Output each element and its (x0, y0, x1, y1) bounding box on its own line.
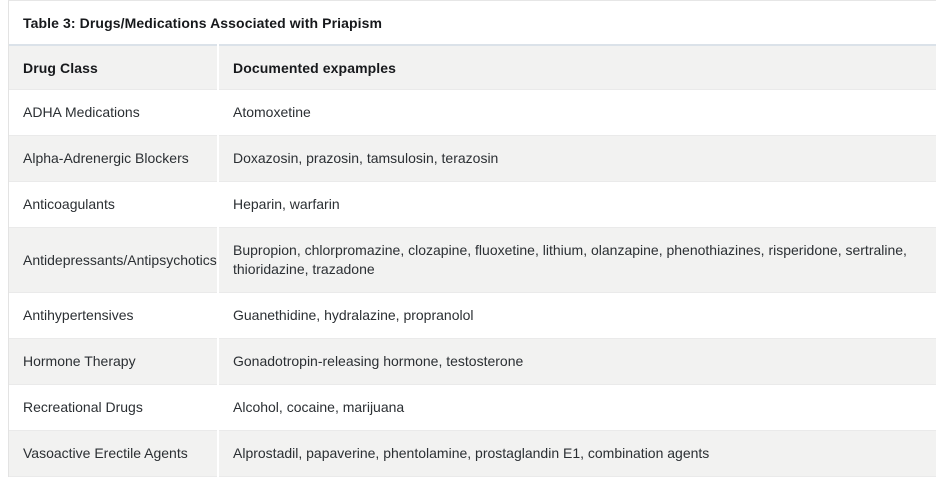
table-panel (8, 0, 936, 477)
table-body (9, 90, 936, 477)
drug-medication-table (9, 44, 936, 477)
drug-class-cell: ADHA Medications (23, 104, 140, 120)
table-row (9, 228, 936, 293)
table-title: Table 3: Drugs/Medications Associated with Priapism (23, 15, 383, 31)
drug-class-cell: Vasoactive Erectile Agents (23, 445, 188, 461)
table-row (9, 293, 936, 339)
drug-class-cell: Antidepressants/Antipsychotics (23, 251, 217, 268)
drug-class-cell: Recreational Drugs (23, 399, 143, 415)
examples-cell: Alprostadil, papaverine, phentolamine, prostaglandin E1, combination agents (218, 431, 936, 477)
column-header-documented-examples: Documented expamples (218, 45, 936, 90)
drug-class-cell: Anticoagulants (23, 196, 115, 212)
drug-class-cell: Alpha-Adrenergic Blockers (23, 150, 189, 166)
examples-cell: Guanethidine, hydralazine, propranolol (218, 293, 936, 339)
examples-cell: Doxazosin, prazosin, tamsulosin, terazosin (218, 136, 936, 182)
table-row (9, 339, 936, 385)
drug-class-cell: Hormone Therapy (23, 353, 136, 369)
table-row (9, 182, 936, 228)
header-row (9, 45, 936, 90)
examples-cell: Gonadotropin-releasing hormone, testosterone (218, 339, 936, 385)
examples-cell: Alcohol, cocaine, marijuana (218, 385, 936, 431)
examples-cell: Atomoxetine (218, 90, 936, 136)
table-row (9, 431, 936, 477)
table-row (9, 385, 936, 431)
table-header (9, 45, 936, 90)
examples-cell: Bupropion, chlorpromazine, clozapine, fluoxetine, lithium, olanzapine, phenothiazines, risperidone, sertraline, thioridazine, trazadone (218, 228, 936, 293)
column-header-drug-class: Drug Class (23, 60, 98, 76)
drug-class-cell: Antihypertensives (23, 307, 134, 323)
examples-cell: Heparin, warfarin (218, 182, 936, 228)
table-row (9, 90, 936, 136)
table-row (9, 136, 936, 182)
